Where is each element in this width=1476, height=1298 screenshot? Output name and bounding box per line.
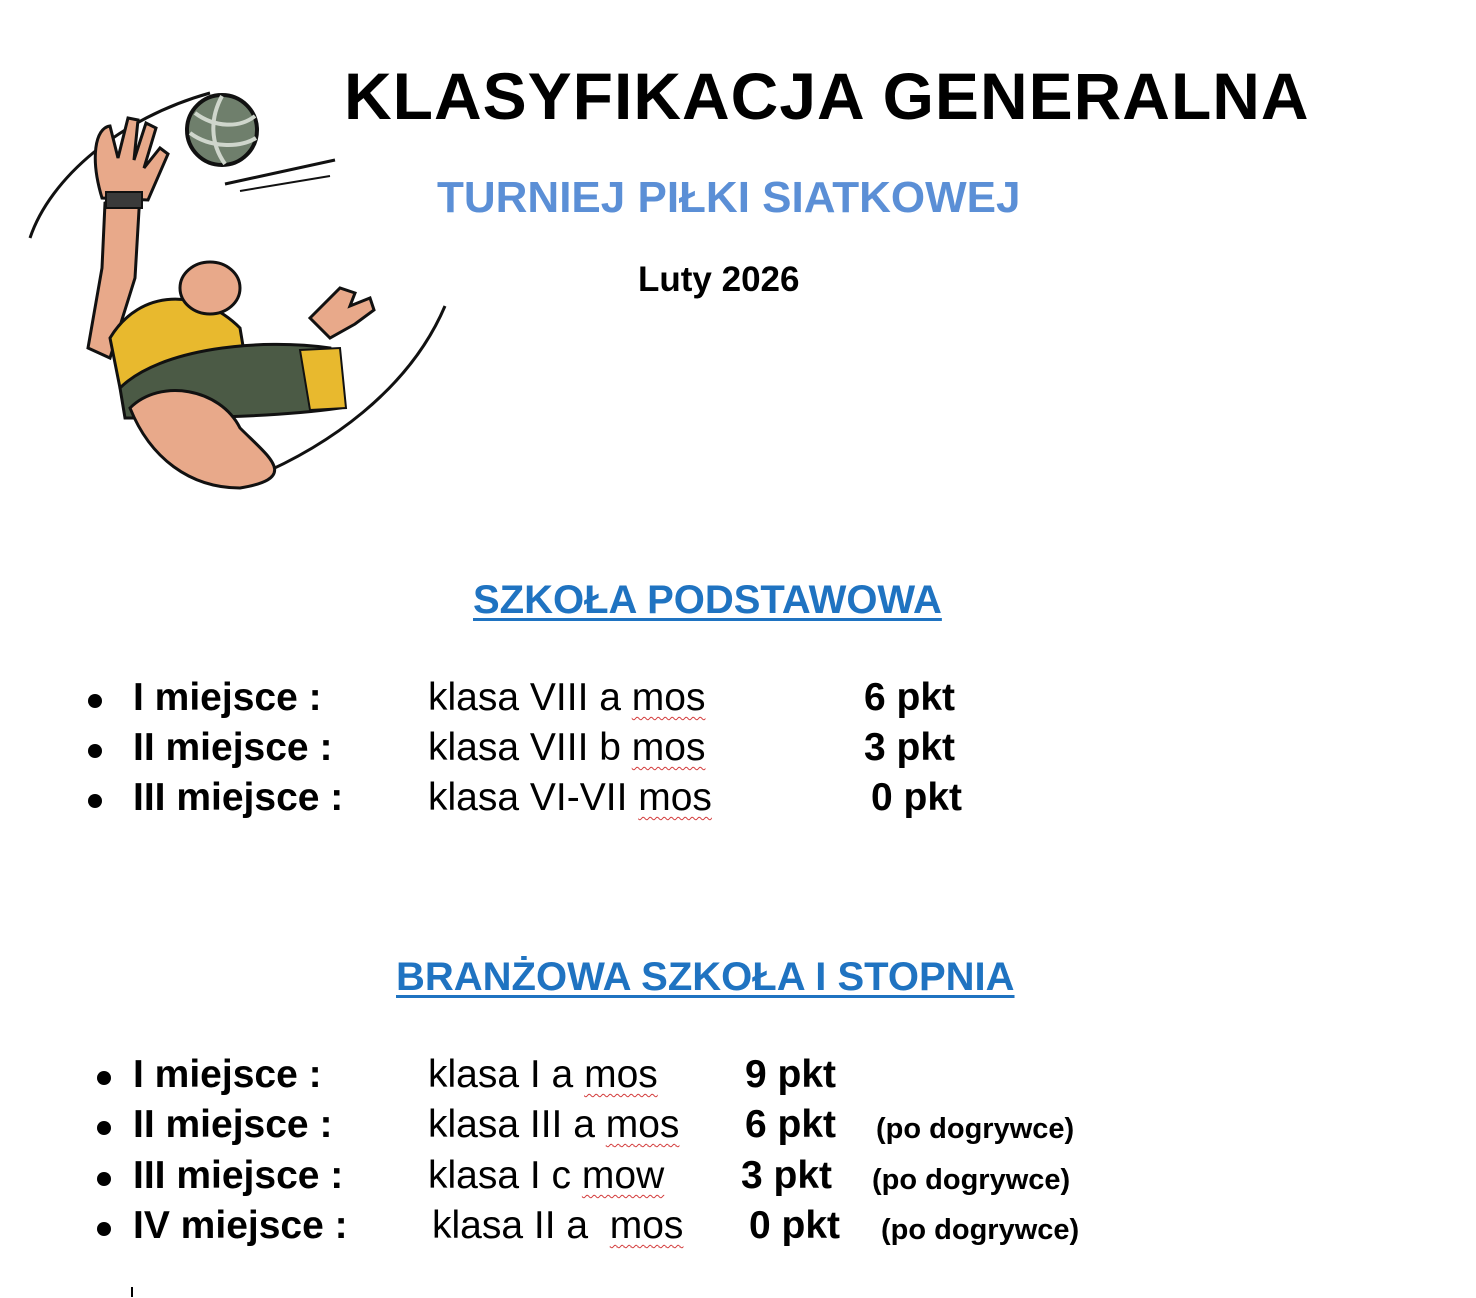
bullet-icon bbox=[97, 1172, 111, 1186]
page-subtitle: TURNIEJ PIŁKI SIATKOWEJ bbox=[437, 173, 1021, 222]
page-title: KLASYFIKACJA GENERALNA bbox=[344, 59, 1310, 133]
ranking-row bbox=[0, 1053, 1476, 1103]
class-suffix: mos bbox=[631, 676, 706, 719]
bullet-icon bbox=[97, 1121, 111, 1135]
class-name bbox=[428, 1103, 679, 1147]
class-name bbox=[428, 676, 705, 720]
place-label: II miejsce : bbox=[133, 726, 333, 769]
points-value: 0 pkt bbox=[749, 1204, 841, 1247]
class-name bbox=[428, 1053, 658, 1097]
class-suffix: mos bbox=[631, 726, 706, 769]
place-label: III miejsce : bbox=[133, 1154, 344, 1197]
ranking-row bbox=[0, 1103, 1476, 1153]
class-name bbox=[432, 1204, 683, 1248]
bullet-icon bbox=[88, 694, 102, 708]
event-date: Luty 2026 bbox=[638, 260, 800, 299]
class-name bbox=[428, 726, 705, 770]
place-label: I miejsce : bbox=[133, 1053, 322, 1096]
place-label: II miejsce : bbox=[133, 1103, 333, 1146]
ranking-row bbox=[0, 1204, 1476, 1254]
class-name bbox=[428, 1154, 664, 1198]
class-prefix: klasa III a bbox=[428, 1103, 606, 1146]
points-value: 0 pkt bbox=[871, 776, 963, 819]
ranking-row bbox=[0, 1154, 1476, 1204]
text-cursor bbox=[131, 1287, 133, 1297]
ranking-row bbox=[0, 676, 1476, 726]
points-value: 9 pkt bbox=[745, 1053, 837, 1096]
class-suffix: mos bbox=[609, 1204, 684, 1247]
bullet-icon bbox=[88, 744, 102, 758]
class-prefix: klasa I a bbox=[428, 1053, 585, 1096]
points-value: 6 pkt bbox=[745, 1103, 837, 1146]
bullet-icon bbox=[88, 794, 102, 808]
class-prefix: klasa VIII a bbox=[428, 676, 632, 719]
class-suffix: mos bbox=[584, 1053, 658, 1096]
bullet-icon bbox=[97, 1222, 111, 1236]
class-prefix: klasa I c bbox=[428, 1154, 582, 1197]
points-value: 3 pkt bbox=[741, 1154, 833, 1197]
points-value: 6 pkt bbox=[864, 676, 956, 719]
volleyball-player-icon bbox=[10, 88, 450, 498]
note-text: (po dogrywce) bbox=[881, 1214, 1080, 1246]
note-text: (po dogrywce) bbox=[872, 1164, 1071, 1196]
class-suffix: mos bbox=[605, 1103, 680, 1146]
place-label: III miejsce : bbox=[133, 776, 344, 819]
section-heading-vocational-school: BRANŻOWA SZKOŁA I STOPNIA bbox=[396, 955, 1015, 999]
place-label: IV miejsce : bbox=[133, 1204, 348, 1247]
bullet-icon bbox=[97, 1071, 111, 1085]
place-label: I miejsce : bbox=[133, 676, 322, 719]
section-heading-primary-school: SZKOŁA PODSTAWOWA bbox=[473, 578, 942, 622]
points-value: 3 pkt bbox=[864, 726, 956, 769]
ranking-row bbox=[0, 726, 1476, 776]
class-prefix: klasa VIII b bbox=[428, 726, 632, 769]
class-prefix: klasa VI-VII bbox=[428, 776, 639, 819]
class-suffix: mow bbox=[581, 1154, 665, 1197]
class-suffix: mos bbox=[638, 776, 712, 819]
class-prefix: klasa II a bbox=[432, 1204, 610, 1247]
class-name bbox=[428, 776, 712, 820]
ranking-row bbox=[0, 776, 1476, 826]
note-text: (po dogrywce) bbox=[876, 1113, 1075, 1145]
